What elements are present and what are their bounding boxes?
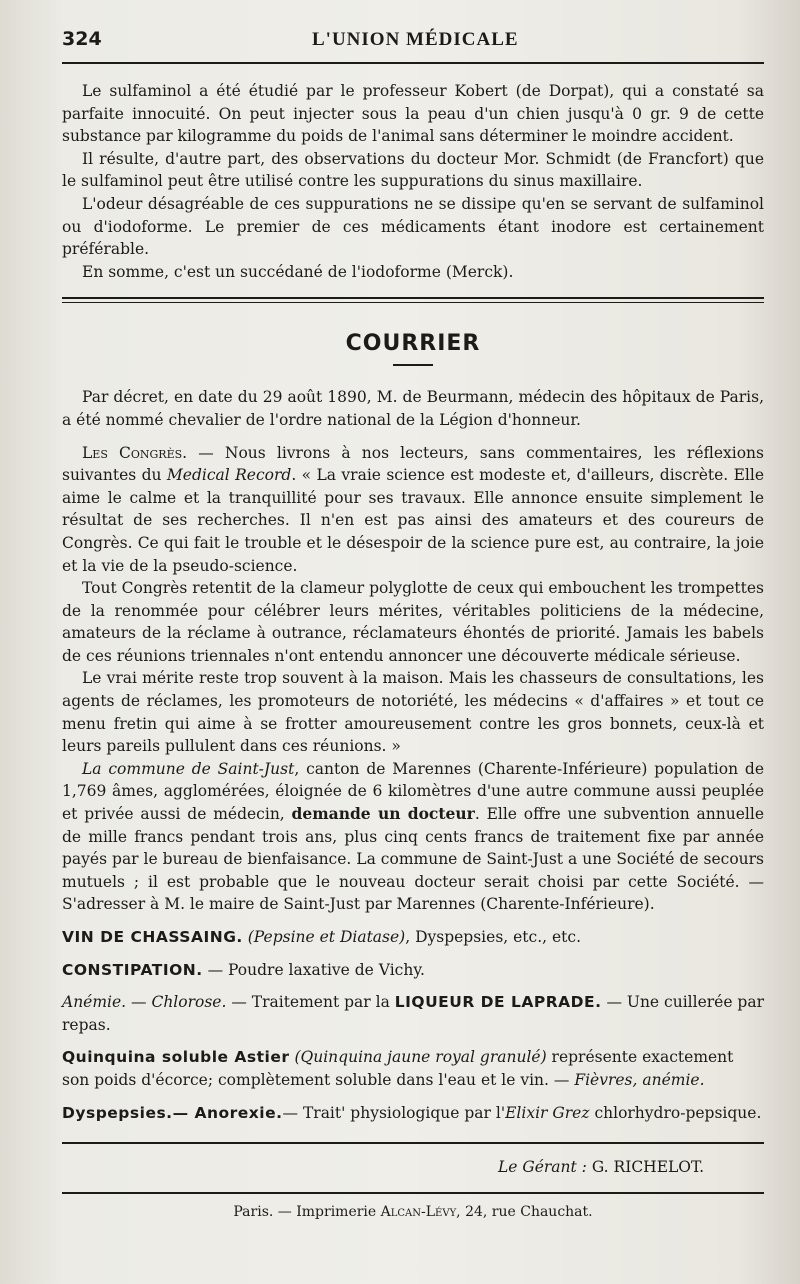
ad-detail: Elixir Grez <box>505 1103 590 1122</box>
ad-vin-chassaing <box>62 926 764 949</box>
ad-text: — <box>126 993 152 1012</box>
journal-title: L'UNION MÉDICALE <box>312 29 519 50</box>
ad-product: CONSTIPATION. <box>62 960 203 979</box>
ad-text: — Traitement par la <box>226 993 395 1012</box>
paragraph-text: . Elle offre une subvention annuelle de mille francs pendant trois ans, plus cinq cents francs de traitement fixe par année payés par le bureau de bienfaisance. La commune de Saint-Just a une Société de secours mutuels ; il est probable que le nouveau docteur serait choisi par cette Société. — S'adresser à M. le maire de Saint-Just par Marennes (Charente-Inférieure). <box>62 805 764 914</box>
running-head <box>62 28 764 58</box>
ad-product: VIN DE CHASSAING. <box>62 928 243 946</box>
ad-elixir-grez <box>62 1102 764 1125</box>
ad-detail: (Pepsine et Diatase) <box>247 928 406 946</box>
ad-detail: Anémie. <box>62 993 127 1012</box>
section-divider <box>62 297 764 303</box>
ad-laprade <box>62 991 764 1036</box>
article-paragraph: En somme, c'est un succédané de l'iodoforme (Merck). <box>82 262 514 281</box>
ad-product: LIQUEUR DE LAPRADE. <box>394 993 602 1012</box>
article-paragraph: L'odeur désagréable de ces suppurations ne se dissipe qu'en se servant de sulfaminol ou d'iodoforme. Le premier de ces médicaments étant inodore est certainement préférable. <box>62 194 764 259</box>
section-title: COURRIER <box>345 331 481 357</box>
ad-quinquina <box>62 1046 764 1091</box>
ad-text: — Poudre laxative de Vichy. <box>202 960 425 979</box>
ad-text: — Une cuillerée par repas. <box>62 993 764 1034</box>
title-rule <box>393 364 433 366</box>
ad-product: Quinquina soluble Astier <box>62 1048 290 1067</box>
paragraph-text: , canton de Marennes (Charente-Inférieure) population de 1,769 âmes, agglomérées, éloignée de 6 kilomètres d'une autre commune aussi peuplée et privée aussi de médecin, <box>62 759 764 824</box>
paragraph-text: . « La vraie science est modeste et, d'ailleurs, discrète. Elle aime le calme et la tranquillité pour ses travaux. Elle annonce ensuite simplement le résultat de ses recherches. Il n'en est pas ainsi des amateurs et des coureurs de Congrès. Ce qui fait le trouble et le désespoir de la science pure est, au contraire, la joie et la vie de la pseudo-science. <box>62 466 765 575</box>
ad-text: , Dyspepsies, etc., etc. <box>405 928 581 946</box>
paragraph-lead: La commune de Saint-Just <box>82 759 295 778</box>
ad-product: Dyspepsies.— Anorexie. <box>62 1103 283 1122</box>
ad-text: représente exactement son poids d'écorce; complètement soluble dans l'eau et le vin. — <box>62 1048 734 1089</box>
courrier-paragraph: Le vrai mérite reste trop souvent à la maison. Mais les chasseurs de consultations, les agents de réclames, les promoteurs de notoriété, les médecins « d'affaires » et tout ce menu fretin qui aime à se frotter amoureusement contre les gros bonnets, ceux-là et leurs pareils pullulent dans ces réunions. » <box>62 669 764 756</box>
paragraph-emphasis: demande un docteur <box>291 804 475 824</box>
paragraph-text: — Nous livrons à nos lecteurs, sans commentaires, les réflexions suivantes du <box>62 443 764 485</box>
article-paragraph: Le sulfaminol a été étudié par le professeur Kobert (de Dorpat), qui a constaté sa parfaite innocuité. On peut injecter sous la peau d'un chien jusqu'à 0 gr. 9 de cette substance par kilogramme du poids de l'animal sans déterminer le moindre accident. <box>62 82 764 146</box>
ad-detail: Fièvres, anémie. <box>574 1070 705 1089</box>
page-content <box>62 28 764 1220</box>
footer-rule <box>62 1142 764 1144</box>
gerant-label: Le Gérant : <box>497 1158 587 1177</box>
ad-detail: (Quinquina jaune royal granulé) <box>294 1048 547 1067</box>
source-title: Medical Record <box>166 466 292 485</box>
ad-text: chlorhydro-pepsique. <box>589 1103 762 1122</box>
courrier-paragraph <box>62 442 764 578</box>
courrier-paragraph: Par décret, en date du 29 août 1890, M. de Beurmann, médecin des hôpitaux de Paris, a été nommé chevalier de l'ordre national de la Légion d'honneur. <box>62 388 764 429</box>
advertisements <box>62 926 764 1124</box>
imprint <box>62 1204 764 1220</box>
gerant-name: G. RICHELOT. <box>591 1158 704 1177</box>
imprint-text: Paris. — Imprimerie <box>233 1204 381 1221</box>
courrier-paragraph <box>62 758 764 916</box>
imprint-rule <box>62 1192 764 1194</box>
header-rule <box>62 62 764 64</box>
page-number: 324 <box>62 28 102 50</box>
courrier-paragraph: Tout Congrès retentit de la clameur polyglotte de ceux qui embouchent les trompettes de la renommée pour célébrer leurs mérites, véritables politiciens de la médecine, amateurs de la réclame à outrance, réclamateurs éhontés de priorité. Jamais les babels de ces réunions triennales n'ont entendu annoncer une découverte médicale sérieuse. <box>62 579 764 665</box>
printer-name: Alcan-Lévy <box>380 1204 457 1221</box>
paragraph-lead: Les Congrès. <box>82 443 188 462</box>
ad-constipation <box>62 959 764 982</box>
signature <box>62 1158 704 1176</box>
courrier-section <box>62 386 764 916</box>
ad-text: — Trait' physiologique par l' <box>282 1103 506 1122</box>
article-paragraph: Il résulte, d'autre part, des observations du docteur Mor. Schmidt (de Francfort) que le sulfaminol peut être utilisé contre les suppurations du sinus maxillaire. <box>62 149 764 191</box>
imprint-text: , 24, rue Chauchat. <box>456 1204 593 1221</box>
article-end <box>62 80 764 283</box>
ad-detail: Chlorose. <box>151 993 227 1012</box>
